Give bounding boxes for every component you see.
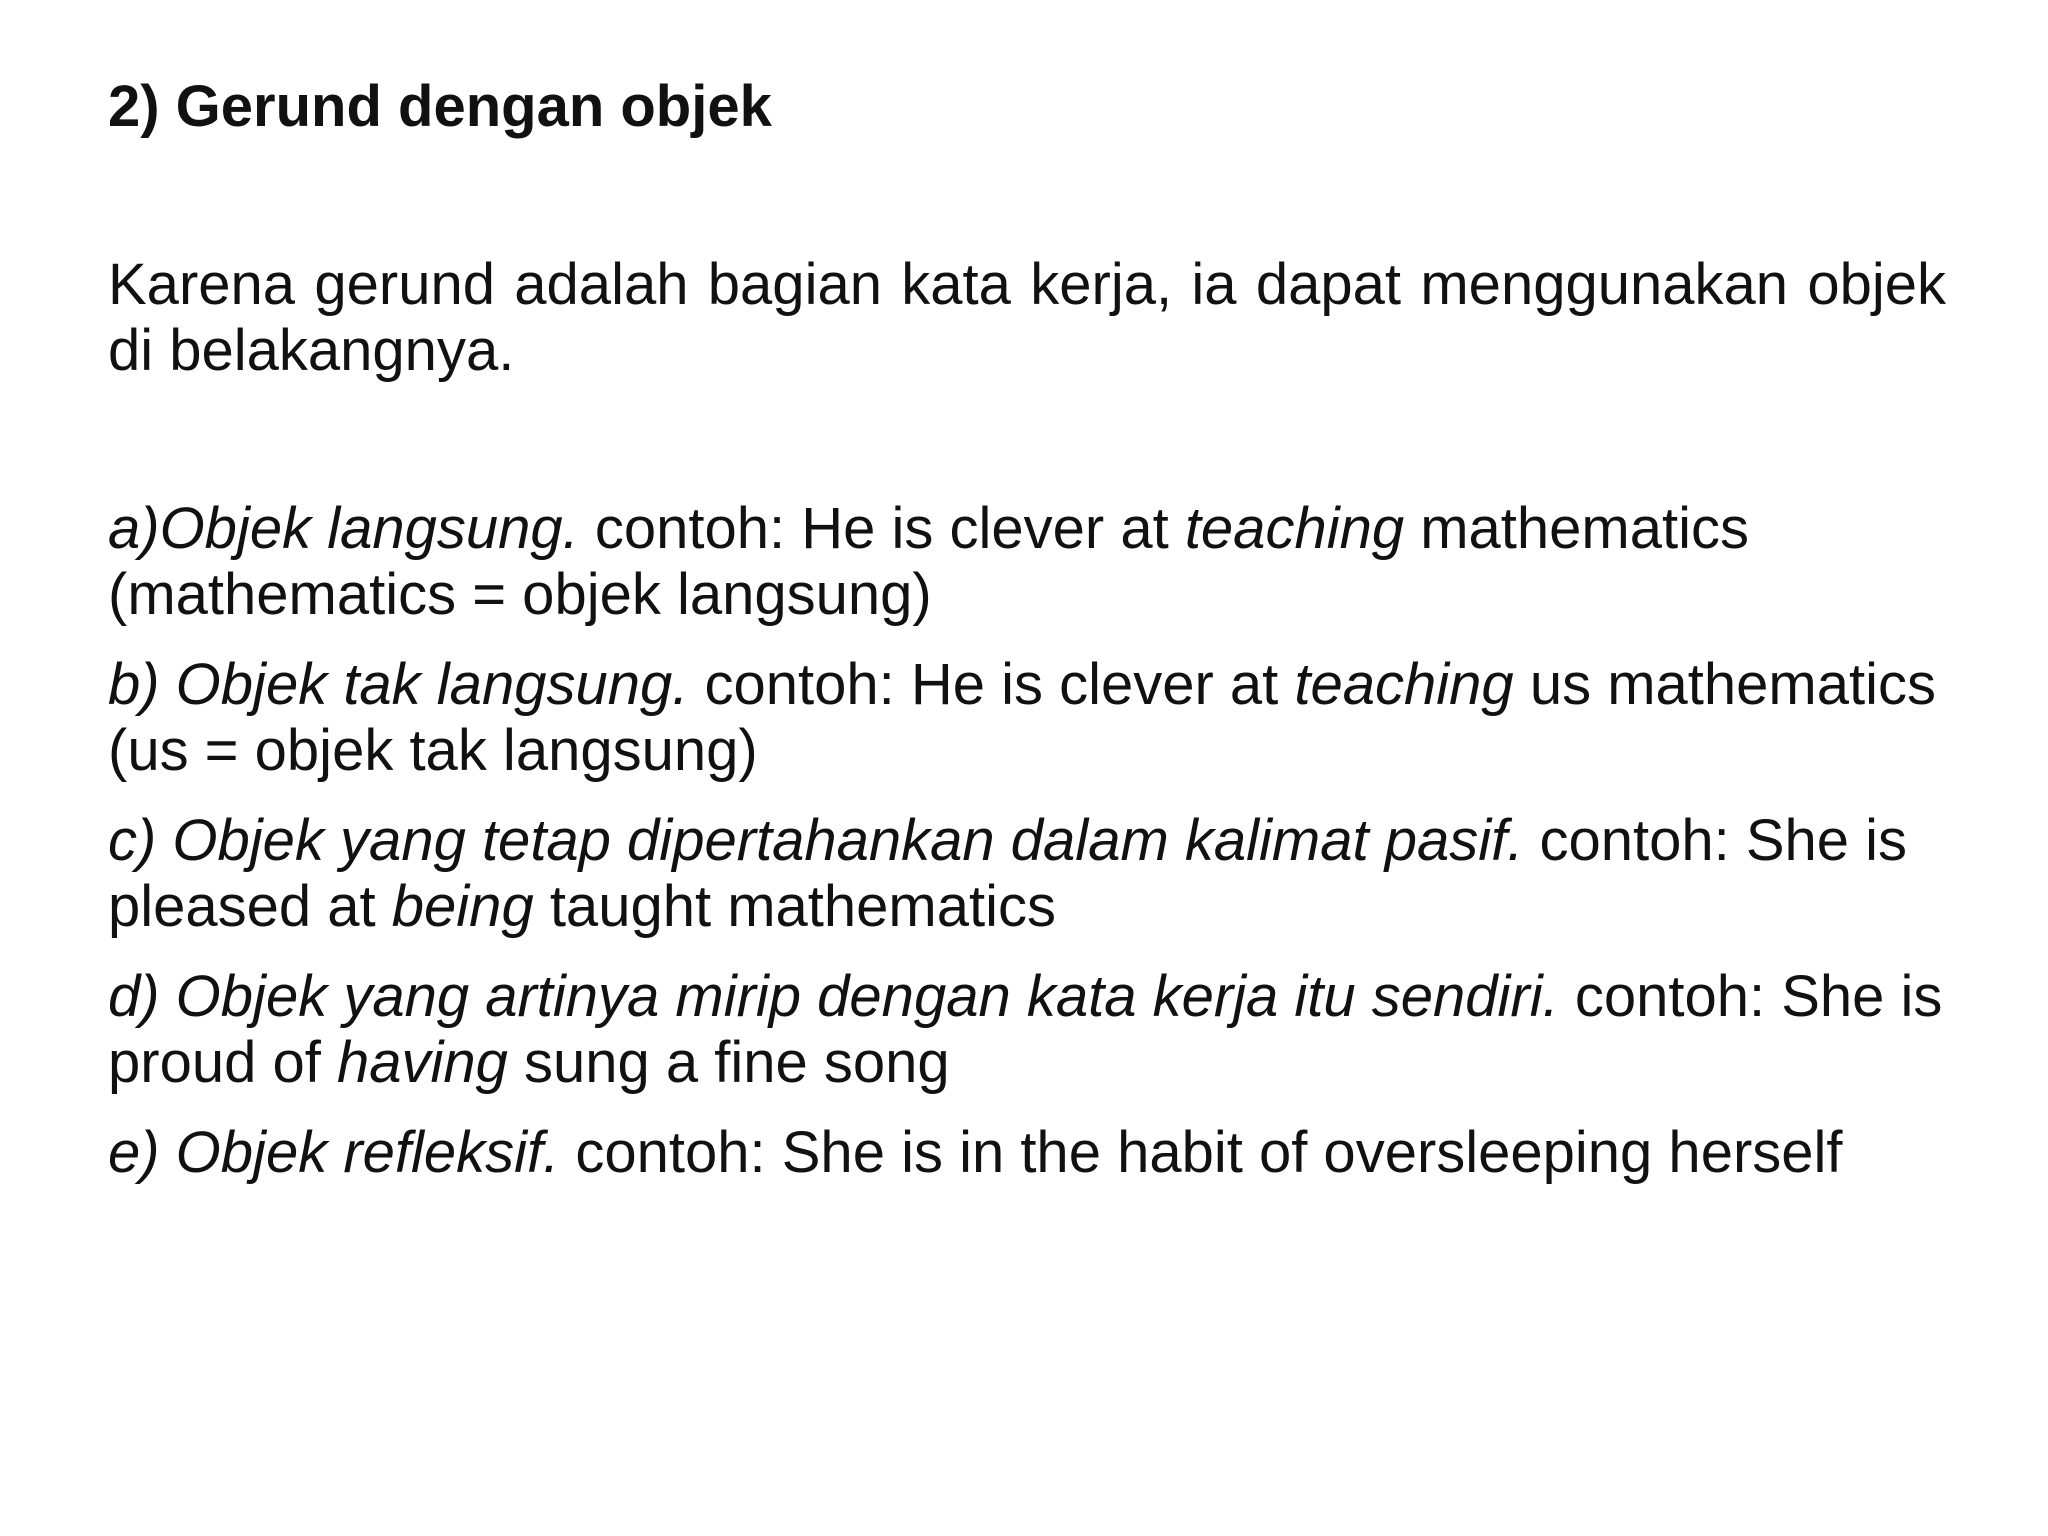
example-label: d) Objek yang artinya mirip dengan kata kerja itu sendiri. (108, 964, 1559, 1029)
example-gerund: being (391, 874, 534, 939)
example-text: contoh: She is pleased at (108, 808, 1908, 939)
example-gerund: teaching (1294, 652, 1514, 717)
example-text: us mathematics (us = objek tak langsung) (108, 652, 1936, 783)
example-gerund: teaching (1184, 496, 1405, 561)
example-item-a (108, 496, 1968, 628)
example-label: b) Objek tak langsung. (108, 652, 689, 717)
example-text: contoh: He is clever at (578, 496, 1185, 561)
example-text: sung a fine song (507, 1030, 950, 1095)
example-text: mathematics (mathematics = objek langsung) (108, 496, 1749, 627)
examples-list (108, 496, 1968, 1210)
example-gerund: having (336, 1030, 508, 1095)
example-label: c) Objek yang tetap dipertahankan dalam kalimat pasif. (108, 808, 1524, 873)
example-text: taught mathematics (533, 874, 1056, 939)
slide-heading: 2) Gerund dengan objek (108, 74, 772, 139)
example-label: e) Objek refleksif. (108, 1120, 560, 1185)
example-item-e (108, 1120, 1968, 1186)
example-item-b (108, 652, 1968, 784)
example-label: a)Objek langsung. (108, 496, 579, 561)
example-text: contoh: He is clever at (688, 652, 1295, 717)
example-item-d (108, 964, 1968, 1096)
example-text: contoh: She is in the habit of oversleeping herself (559, 1120, 1843, 1185)
intro-paragraph: Karena gerund adalah bagian kata kerja, ia dapat menggunakan objek di belakangnya. (108, 252, 1946, 383)
example-text: contoh: She is proud of (108, 964, 1943, 1095)
example-item-c (108, 808, 1968, 940)
